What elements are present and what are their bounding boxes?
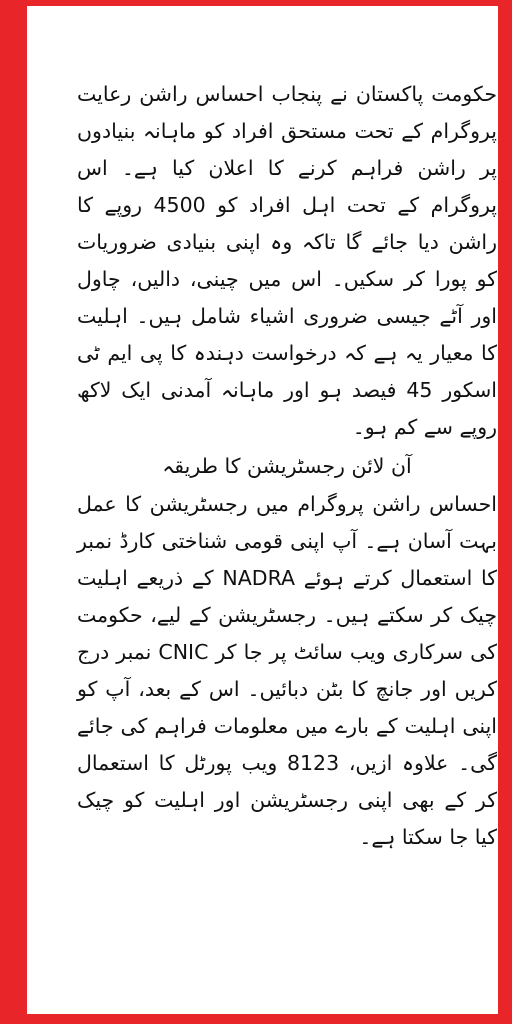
article-paragraph-1: حکومت پاکستان نے پنجاب احساس راشن رعایت پروگرام کے تحت مستحق افراد کو ماہانہ بنیادوں پر راشن فراہم کرنے کا اعلان کیا ہے۔ اس پروگرام کے تحت اہل افراد کو 4500 روپے کا راشن دیا جائے گا تاکہ وہ اپنی بنیادی ضروریات کو پورا کر سکیں۔ اس میں چینی، دالیں، چاول اور آٹے جیسی ضروری اشیاء شامل ہیں۔ اہلیت کا معیار یہ ہے کہ درخواست دہندہ کا پی ایم ٹی اسکور 45 فیصد ہو اور ماہانہ آمدنی ایک لاکھ روپے سے کم ہو۔ bbox=[77, 82, 497, 439]
article-body bbox=[77, 76, 497, 856]
article-paragraph-2: احساس راشن پروگرام میں رجسٹریشن کا عمل بہت آسان ہے۔ آپ اپنی قومی شناختی کارڈ نمبر کا استعمال کرتے ہوئے NADRA کے ذریعے اہلیت چیک کر سکتے ہیں۔ رجسٹریشن کے لیے، حکومت کی سرکاری ویب سائٹ پر جا کر CNIC نمبر درج کریں اور جانچ کا بٹن دبائیں۔ اس کے بعد، آپ کو اپنی اہلیت کے بارے میں معلومات فراہم کی جائے گی۔ علاوہ ازیں، 8123 ویب پورٹل کا استعمال کر کے بھی اپنی رجسٹریشن اور اہلیت کو چیک کیا جا سکتا ہے۔ bbox=[77, 492, 498, 849]
section-heading: آن لائن رجسٹریشن کا طریقہ bbox=[162, 454, 412, 478]
